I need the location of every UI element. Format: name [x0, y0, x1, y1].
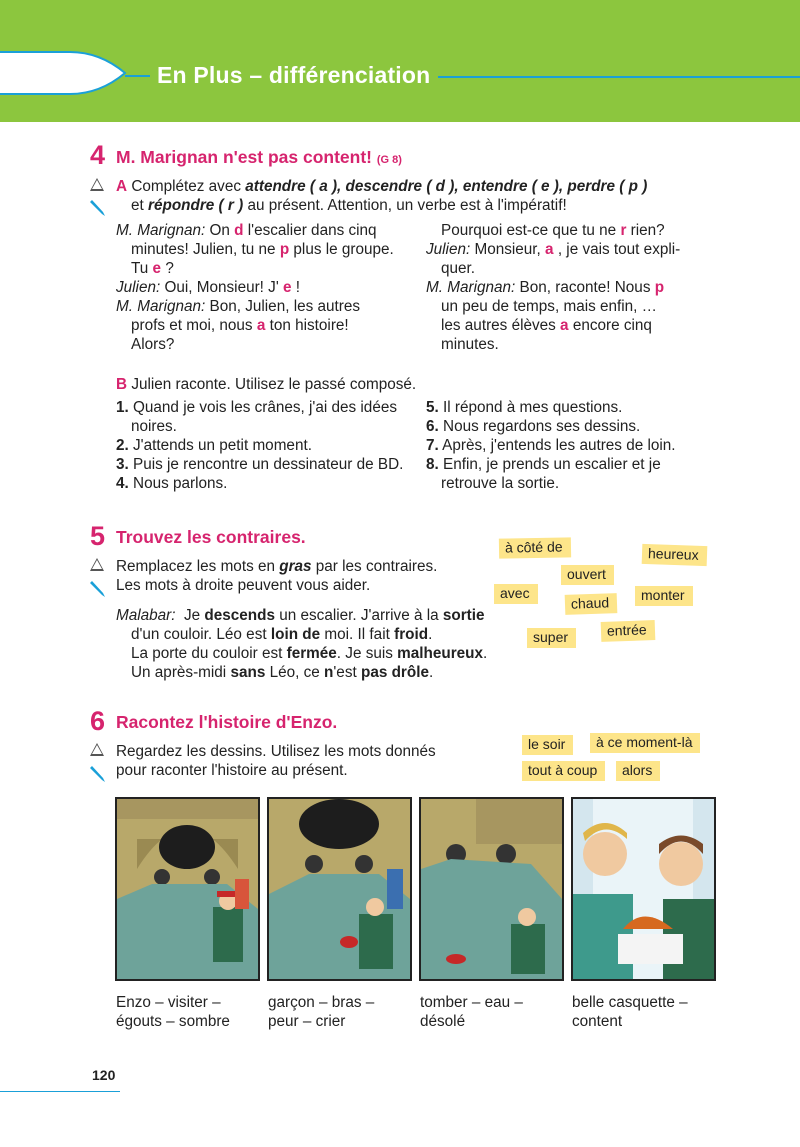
comic-panel-1: [115, 797, 260, 981]
word-card: heureux: [642, 544, 707, 566]
dialogue-line: les autres élèves a encore cinq: [441, 317, 652, 334]
header-banner: [0, 0, 800, 122]
header-rule: [438, 76, 800, 78]
word-card: le soir: [522, 735, 573, 755]
exercise-title-4: [116, 147, 402, 168]
dialogue-line: M. Marignan: On d l'escalier dans cinq: [116, 222, 377, 239]
list-item: 2. J'attends un petit moment.: [116, 437, 312, 454]
footer-rule: [0, 1091, 120, 1092]
panel-caption-2: garçon – bras – peur – crier: [268, 994, 375, 1030]
ex4-b-instruction: [116, 375, 416, 394]
list-item: 8. Enfin, je prends un escalier et je: [426, 456, 661, 473]
dialogue-line: un peu de temps, mais enfin, …: [441, 298, 657, 315]
word-card: à côté de: [499, 537, 571, 558]
exercise-number-4: 4: [90, 140, 106, 170]
list-item: 5. Il répond à mes questions.: [426, 399, 623, 416]
list-item: 1. Quand je vois les crânes, j'ai des idées: [116, 399, 397, 416]
word-card: monter: [635, 586, 693, 606]
dialogue-line: M. Marignan: Bon, Julien, les autres: [116, 298, 361, 315]
ex5-text-line: d'un couloir. Léo est loin de moi. Il fait froid.: [131, 626, 433, 643]
word-card: alors: [616, 761, 660, 781]
word-card: chaud: [565, 593, 618, 615]
panel-caption-3: tomber – eau – désolé: [420, 994, 523, 1030]
difficulty-triangle-icon: [90, 178, 104, 191]
word-card: à ce moment-là: [590, 733, 700, 753]
ex5-instruction-line1: Remplacez les mots en gras par les contraires.: [116, 558, 438, 575]
list-item: 4. Nous parlons.: [116, 475, 228, 492]
ex6-instruction-line1: Regardez les dessins. Utilisez les mots donnés: [116, 743, 436, 760]
comic-panel-4: [571, 797, 716, 981]
dialogue-line: minutes! Julien, tu ne p plus le groupe.: [131, 241, 394, 258]
dialogue-line: Julien: Monsieur, a , je vais tout expli-: [426, 241, 681, 258]
comic-panel-2: [267, 797, 412, 981]
dialogue-line: Tu e ?: [131, 260, 174, 277]
panel-caption-4: belle casquette – content: [572, 994, 688, 1030]
ex4-b-instr-text: Julien raconte. Utilisez le passé composé.: [131, 376, 417, 393]
ex4-a-instr-pre: Complétez avec: [131, 178, 246, 195]
ex5-text-line: Un après-midi sans Léo, ce n'est pas drôle.: [131, 664, 434, 681]
dialogue-line: minutes.: [441, 336, 499, 353]
word-card: entrée: [601, 620, 655, 642]
dialogue-line: Pourquoi est-ce que tu ne r rien?: [441, 222, 665, 239]
grammar-ref: (G 8): [376, 154, 402, 166]
ex5-instruction-line2: Les mots à droite peuvent vous aider.: [116, 577, 371, 594]
exercise-number-6: 6: [90, 706, 106, 736]
exercise-number-5: 5: [90, 521, 106, 551]
panel-caption-1: Enzo – visiter – égouts – sombre: [116, 994, 230, 1030]
difficulty-triangle-icon: [90, 558, 104, 571]
ex5-text-line: La porte du couloir est fermée. Je suis malheureux.: [131, 645, 488, 662]
comic-panel-3: [419, 797, 564, 981]
exercise-title-4-text: M. Marignan n'est pas content!: [116, 147, 372, 167]
dialogue-line: M. Marignan: Bon, raconte! Nous p: [426, 279, 665, 296]
dialogue-line: profs et moi, nous a ton histoire!: [131, 317, 349, 334]
ex4-a-line2: et répondre ( r ) au présent. Attention, un verbe est à l'impératif!: [131, 197, 567, 214]
pencil-icon: [88, 765, 106, 783]
exercise-title-6: Racontez l'histoire d'Enzo.: [116, 712, 338, 732]
pencil-icon: [88, 199, 106, 217]
ex4-a-instr-post: au présent. Attention, un verbe est à l'impératif!: [243, 197, 567, 214]
ex5-text-line: Malabar: Je descends un escalier. J'arrive à la sortie: [116, 607, 485, 624]
part-b-label: B: [116, 376, 128, 393]
speaker-label: Malabar:: [116, 607, 176, 624]
list-item: 6. Nous regardons ses dessins.: [426, 418, 641, 435]
page-number: 120: [92, 1067, 116, 1083]
exercise-title-5: Trouvez les contraires.: [116, 527, 306, 547]
ex4-a-line1: [116, 177, 647, 196]
ex6-instruction-line2: pour raconter l'histoire au présent.: [116, 762, 348, 779]
part-a-label: A: [116, 178, 128, 195]
list-item: retrouve la sortie.: [441, 475, 560, 492]
ex4-a-verb-repondre: répondre ( r ): [148, 197, 244, 214]
difficulty-triangle-icon: [90, 743, 104, 756]
word-card: tout à coup: [522, 761, 605, 781]
dialogue-line: Alors?: [131, 336, 175, 353]
dialogue-line: Julien: Oui, Monsieur! J' e !: [116, 279, 301, 296]
page-title: En Plus – différenciation: [157, 62, 431, 88]
list-item: 7. Après, j'entends les autres de loin.: [426, 437, 676, 454]
list-item: 3. Puis je rencontre un dessinateur de BD.: [116, 456, 404, 473]
pencil-icon: [88, 580, 106, 598]
word-card: super: [527, 628, 576, 648]
dialogue-line: quer.: [441, 260, 476, 277]
ex4-a-verbs: attendre ( a ), descendre ( d ), entendre ( e ), perdre ( p ): [245, 178, 648, 195]
list-item: noires.: [131, 418, 177, 435]
word-card: ouvert: [561, 565, 614, 585]
word-card: avec: [494, 584, 538, 604]
